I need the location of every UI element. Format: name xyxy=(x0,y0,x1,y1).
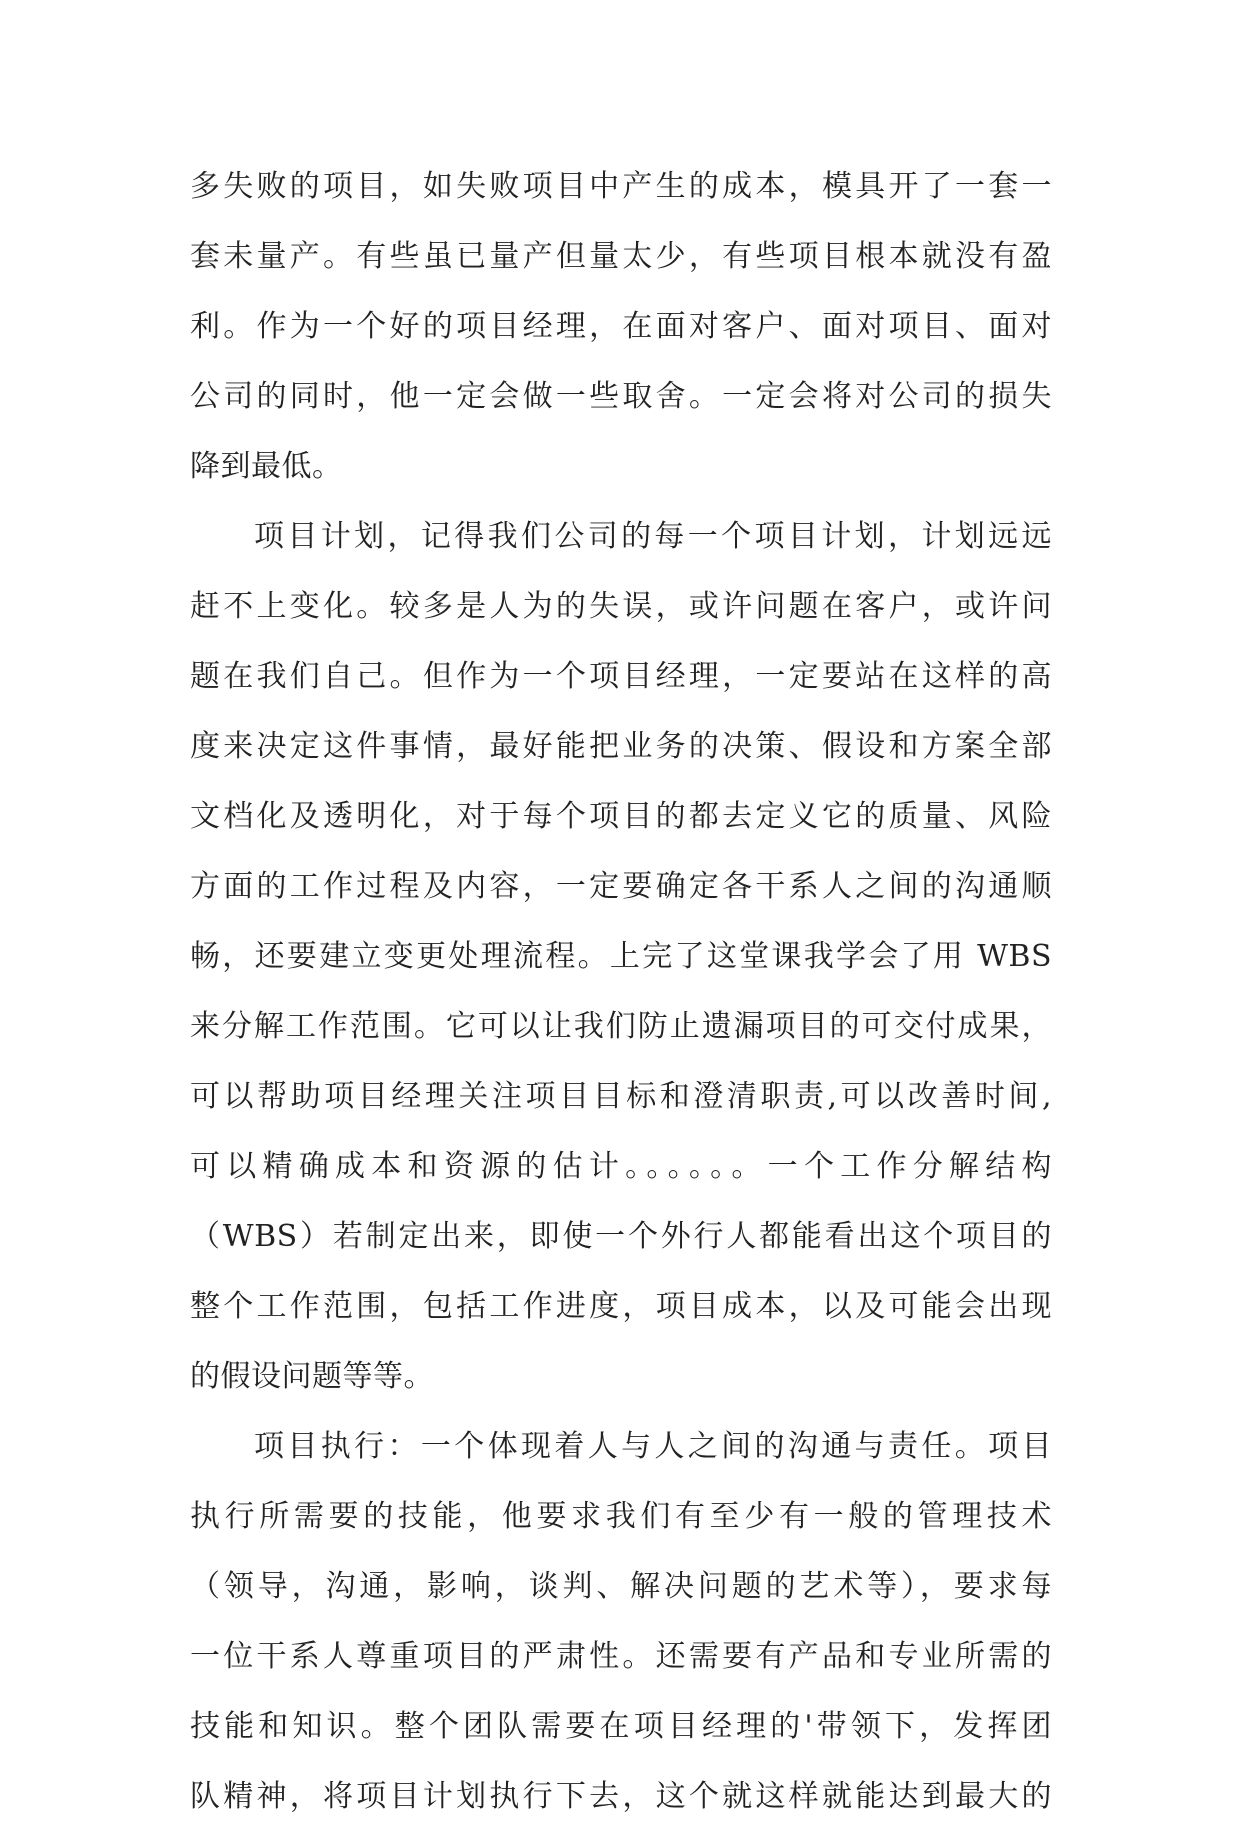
text-line: 的假设问题等等。 xyxy=(190,1359,434,1394)
text-line: 利。作为一个好的项目经理，在面对客户、面对项目、面对 xyxy=(190,309,1052,344)
text-line: 执行所需要的技能，他要求我们有至少有一般的管理技术 xyxy=(190,1499,1052,1534)
text-line: 队精神，将项目计划执行下去，这个就这样就能达到最大的 xyxy=(190,1779,1052,1814)
text-line: 公司的同时，他一定会做一些取舍。一定会将对公司的损失 xyxy=(190,379,1052,414)
text-line: 可以精确成本和资源的估计。。。。。。一个工作分解结构 xyxy=(190,1149,1052,1184)
text-line: 文档化及透明化，对于每个项目的都去定义它的质量、风险 xyxy=(190,799,1052,834)
text-line: 项目执行：一个体现着人与人之间的沟通与责任。项目 xyxy=(254,1429,1052,1464)
text-line: 题在我们自己。但作为一个项目经理，一定要站在这样的高 xyxy=(190,659,1052,694)
text-line: 度来决定这件事情，最好能把业务的决策、假设和方案全部 xyxy=(190,729,1052,764)
text-line: 技能和知识。整个团队需要在项目经理的'带领下，发挥团 xyxy=(190,1709,1052,1744)
body-text xyxy=(190,152,1052,1832)
text-line: 来分解工作范围。它可以让我们防止遗漏项目的可交付成果， xyxy=(190,1009,1052,1044)
text-line: 套未量产。有些虽已量产但量太少，有些项目根本就没有盈 xyxy=(190,239,1052,274)
text-line: 可以帮助项目经理关注项目目标和澄清职责,可以改善时间, xyxy=(190,1079,1052,1114)
text-line: 降到最低。 xyxy=(190,449,343,484)
text-line: 赶不上变化。较多是人为的失误，或许问题在客户，或许问 xyxy=(190,589,1052,624)
text-line: 畅，还要建立变更处理流程。上完了这堂课我学会了用 WBS xyxy=(190,939,1052,974)
text-line: 方面的工作过程及内容，一定要确定各干系人之间的沟通顺 xyxy=(190,869,1052,904)
text-line: （WBS）若制定出来，即使一个外行人都能看出这个项目的 xyxy=(190,1219,1052,1254)
text-line: 多失败的项目，如失败项目中产生的成本，模具开了一套一 xyxy=(190,169,1052,204)
text-line: 一位干系人尊重项目的严肃性。还需要有产品和专业所需的 xyxy=(190,1639,1052,1674)
text-line: （领导，沟通，影响，谈判、解决问题的艺术等），要求每 xyxy=(190,1569,1052,1604)
text-line: 项目计划，记得我们公司的每一个项目计划，计划远远 xyxy=(254,519,1052,554)
text-line: 整个工作范围，包括工作进度，项目成本，以及可能会出现 xyxy=(190,1289,1052,1324)
